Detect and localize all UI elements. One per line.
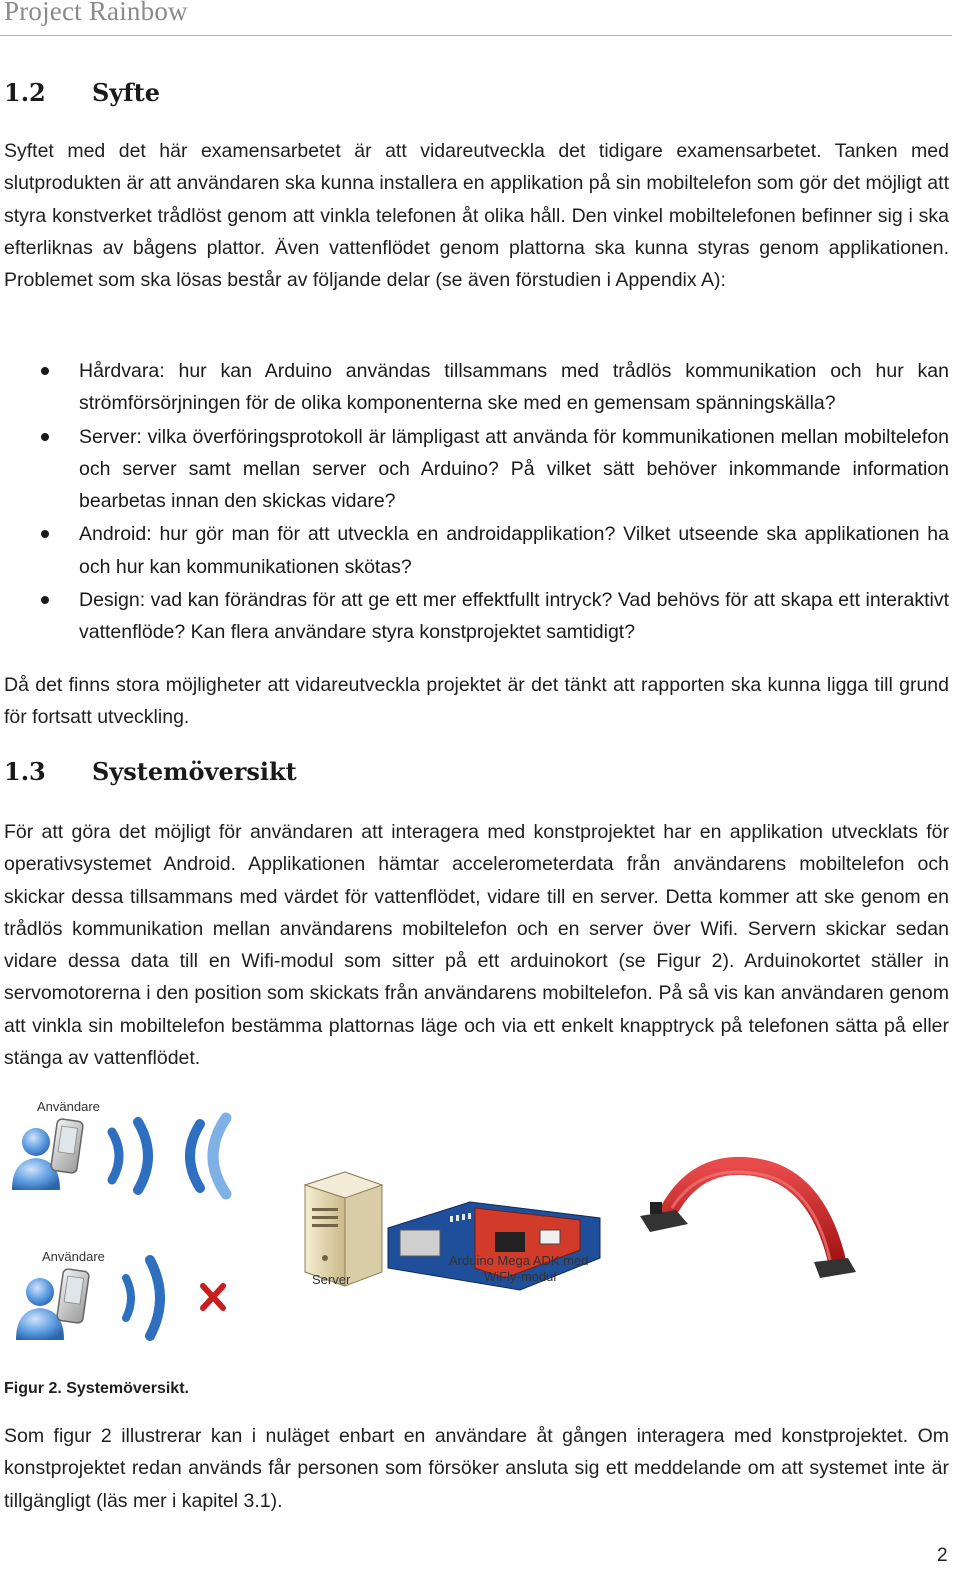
- list-item: Server: vilka överföringsprotokoll är lämpligast att använda för kommunikationen mellan mobiltelefon och server samt mellan server och Arduino? På vilket sätt behöver inkommande information bearbetas innan den skickas vidare?: [40, 421, 949, 518]
- board-label-line1: Arduino Mega ADK med: [449, 1253, 589, 1268]
- section-title: Systemöversikt: [92, 757, 297, 786]
- header-divider: [0, 35, 952, 36]
- syfte-intro-paragraph: Syftet med det här examensarbetet är att vidareutveckla det tidigare examensarbetet. Tanken med slutprodukten är att användaren ska kunna installera en applikation på sin mobiltelefon som gör det möjligt att styra konstverket trådlöst genom att vinkla telefonen åt olika håll. Den vinkel mobiltelefonen befinner sig i ska efterliknas av bågens plattor. Även vattenflödet genom plattorna ska kunna styras genom applikationen. Problemet som ska lösas består av följande delar (se även förstudien i Appendix A):: [4, 140, 949, 292]
- bullet-icon: [41, 433, 49, 441]
- section-number: 1.2: [4, 78, 46, 107]
- problem-list: [40, 355, 949, 650]
- section-heading-syfte: [4, 78, 160, 107]
- user-top-label: Användare: [37, 1099, 100, 1114]
- section-number: 1.3: [4, 757, 46, 786]
- section-heading-systemoversikt: [4, 757, 297, 786]
- list-item: Hårdvara: hur kan Arduino användas tillsammans med trådlös kommunikation och hur kan strömförsörjningen för de olika komponenterna ske med en gemensam spänningskälla?: [40, 355, 949, 420]
- figure-caption: Figur 2. Systemöversikt.: [4, 1380, 189, 1397]
- list-item: Design: vad kan förändras för att ge ett mer effektfullt intryck? Vad behövs för att skapa ett interaktivt vattenflöde? Kan flera användare styra konstprojektet samtidigt?: [40, 584, 949, 649]
- list-item: Android: hur gör man för att utveckla en androidapplikation? Vilket utseende ska applikationen ha och hur kan kommunikationen skötas?: [40, 518, 949, 583]
- user-bottom-label: Användare: [42, 1249, 105, 1264]
- board-label-line2: WiFly-modul: [484, 1269, 557, 1284]
- server-label: Server: [312, 1272, 351, 1287]
- bullet-icon: [41, 530, 49, 538]
- connection-blocked-icon: [203, 1286, 223, 1308]
- system-overview-figure: [0, 1090, 880, 1360]
- bullet-icon: [41, 596, 49, 604]
- sculpture-arch-icon: [640, 1166, 856, 1278]
- arduino-board-icon: [388, 1202, 600, 1290]
- wifi-signal-top-icon: [112, 1118, 226, 1194]
- wifi-signal-bottom-icon: [126, 1260, 160, 1336]
- systemoversikt-paragraph: För att göra det möjligt för användaren att interagera med konstprojektet har en applikation utvecklats för operativsystemet Android. Applikationen hämtar accelerometerdata från användarens mobiltelefon och skickar dessa tillsammans med värdet för vattenflödet, vidare till en server. Detta kommer att ske genom en trådlös kommunikation mellan användarens mobiltelefon och en server över Wifi. Servern skickar sedan vidare dessa data till en Wifi-modul som sitter på ett arduinokort (se Figur 2). Arduinokortet ställer in servomotorerna i den position som skickats från användarens mobiltelefon. På så vis kan användaren genom att vinkla sin mobiltelefon bestämma plattornas läge och via ett enkelt knapptryck på telefonen sätta på eller stänga av vattenflödet.: [4, 821, 949, 1070]
- bullet-icon: [41, 367, 49, 375]
- user-bottom-icon: [16, 1249, 105, 1340]
- header-title: Project Rainbow: [4, 0, 188, 26]
- after-figure-paragraph: Som figur 2 illustrerar kan i nuläget enbart en användare åt gången interagera med konstprojektet. Om konstprojektet redan används får personen som försöker ansluta sig ett meddelande om att systemet inte är tillgängligt (läs mer i kapitel 3.1).: [4, 1425, 949, 1512]
- user-top-icon: [12, 1099, 100, 1190]
- syfte-closing-paragraph: Då det finns stora möjligheter att vidareutveckla projektet är det tänkt att rapporten ska kunna ligga till grund för fortsatt utveckling.: [4, 674, 949, 729]
- server-icon: [305, 1172, 382, 1287]
- page-number: 2: [937, 1545, 948, 1566]
- section-title: Syfte: [92, 78, 160, 107]
